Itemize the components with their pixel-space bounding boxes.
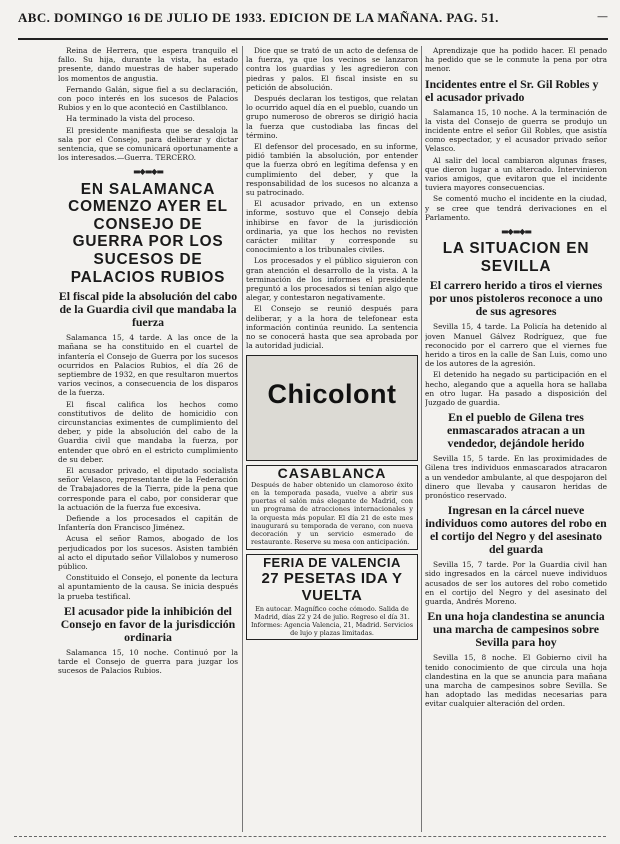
intro-paragraphs: [58, 46, 238, 162]
paragraph: Sevilla 15, 7 tarde. Por la Guardia civil han sido ingresados en la cárcel nueve individuos acusados de ser los autores del robo cometido en el cortijo del Negro y del asesinato del guarda, Andrés Moreno.: [425, 560, 607, 607]
paragraph: Salamanca 15, 10 noche. A la terminación de la vista del Consejo de guerra se produjo un incidente entre el señor Gil Robles, que asistía como espectador, y el acusador privado señor Velasco.: [425, 107, 607, 154]
paragraph: Fernando Galán, sigue fiel a su declaración, con poco interés en los sucesos de Palacios Rubios y en lo que aconteció en Castilblanco.: [58, 84, 238, 113]
paragraph: El presidente manifiesta que se desaloja la sala por el Consejo, para deliberar y dictar sentencia, que se comunicará oportunamente a los interesados.—Guerra. TERCERO.: [58, 125, 238, 163]
paragraph: Aprendizaje que ha podido hacer. El penado ha pedido que se le conmute la pena por otra menor.: [425, 46, 607, 74]
page-bottom-edge: [14, 836, 606, 840]
paragraph: El acusador privado, el diputado socialista señor Velasco, representante de la Federación de Trabajadores de la Tierra, pide la pena que corresponde para el cabo, por considerar que la actuación de la fuerza fue excesiva.: [58, 466, 238, 512]
casablanca-title: CASABLANCA: [277, 464, 387, 481]
article-body-carcel: [425, 560, 607, 606]
feria-title: FERIA DE VALENCIA: [263, 555, 401, 571]
subhead-incidentes: Incidentes entre el Sr. Gil Robles y el acusador privado: [425, 76, 599, 104]
paragraph: Se comentó mucho el incidente en la ciudad, y se cree que tendrá derivaciones en el Parlamento.: [425, 194, 607, 222]
subhead-carrero: El carrero herido a tiros el viernes por unos pistoleros reconoce a uno de sus agresores: [429, 278, 603, 319]
header-line: ABC. DOMINGO 16 DE JULIO DE 1933. EDICION DE LA MAÑANA. PAG. 51.: [18, 10, 499, 25]
column-1: [58, 46, 238, 832]
ornament-divider: ▬◆▬◆▬: [501, 227, 531, 237]
paragraph: Ha terminado la vista del proceso.: [66, 114, 195, 124]
article-body-1: [58, 333, 238, 601]
header-mark: —: [597, 10, 608, 23]
paragraph: Defiende a los procesados el capitán de Infantería don Francisco Jiménez.: [58, 514, 238, 533]
paragraph: Después declaran los testigos, que relatan lo ocurrido aquel día en el pueblo, cuando un grupo numeroso de obreros se dirigió hacia la fuerza que custodiaba las fincas del término.: [246, 94, 418, 140]
paragraph: Al salir del local cambiaron algunas frases, que dieron lugar a un altercado. Intervinieron varios amigos, que evitaron que el incidente tuviera mayores consecuencias.: [425, 155, 607, 193]
film-ad-title: Chicolont: [267, 378, 397, 409]
paragraph: El acusador privado, en un extenso informe, sostuvo que el Consejo debía inhibirse en favor de la jurisdicción ordinaria, ya que los hechos no revisten carácter militar y corresponde su conocimiento a los tribunales civiles.: [246, 199, 418, 255]
paragraph: El Consejo se reunió después para deliberar, y a la hora de telefonear esta información continúa reunido. La sentencia no se conocerá hasta que sea aprobada por la autoridad judicial.: [246, 304, 418, 351]
column-2: [246, 46, 418, 832]
paragraph: Constituido el Consejo, el ponente da lectura al apuntamiento de la causa. Se inicia después la prueba testifical.: [58, 573, 238, 601]
subhead-carcel: Ingresan en la cárcel nueve individuos como autores del robo en el cortijo del Negro y del asesinato del guarda: [425, 503, 607, 557]
film-advertisement: [246, 355, 418, 461]
article-body-continued: [246, 46, 418, 351]
paragraph: El defensor del procesado, en su informe, pidió también la absolución, por entender que la fuerza obró en legítima defensa y en cumplimiento del deber, y que la responsabilidad de los sucesos no alcanza a su patrocinado.: [246, 142, 418, 198]
paragraph: Los procesados y el público siguieron con gran atención el desarrollo de la vista. A la terminación de los informes el presidente preguntó a los procesados si tenían algo que alegar, y contestaron negativamente.: [246, 256, 418, 303]
subhead-acusador: El acusador pide la inhibición del Consejo en favor de la jurisdicción ordinaria: [60, 603, 236, 644]
article-body-carrero: [425, 322, 607, 407]
article-body-hoja: [425, 653, 607, 708]
ornament-divider: ▬◆▬◆▬: [133, 167, 163, 177]
paragraph: El detenido ha negado su participación en el hecho, alegando que a aquella hora se hallaba en otro lugar. Ha pasado a disposición del Juzgado de guardia.: [425, 370, 607, 408]
headline-sevilla: LA SITUACION EN SEVILLA: [442, 240, 590, 275]
feria-advertisement: [246, 554, 418, 640]
paragraph: Sevilla 15, 5 tarde. En las proximidades de Gilena tres individuos enmascarados atracaron a un vendedor ambulante, al que despojaron del dinero que llevaba y causaron heridas de pronóstico reservado.: [425, 454, 607, 501]
column-rule: [242, 46, 243, 832]
column-3: [425, 46, 607, 832]
paragraph: Acusa el señor Ramos, abogado de los perjudicados por los sucesos. Asisten también al acto el diputado señor Villalobos y numeroso público.: [58, 534, 238, 572]
feria-price: 27 PESETAS IDA Y VUELTA: [261, 570, 403, 605]
casablanca-body: Después de haber obtenido un clamoroso éxito en la temporada pasada, vuelve a abrir sus puertas el salón más elegante de Madrid, con un programa de atracciones internacionales y la orquesta más popular. El día 21 de este mes inaugurará su temporada de verano, con nueva decoración y un servicio esmerado de restaurante. Reserve su mesa con anticipación.: [251, 480, 413, 547]
feria-body: En autocar. Magnífico coche cómodo. Salida de Madrid, días 22 y 24 de julio. Regreso el día 31. Informes: Agencia Valencia, 21, Madrid. Servicios de lujo y plazas limitadas.: [250, 605, 414, 638]
casablanca-advertisement: [246, 465, 418, 551]
subhead-gilena: En el pueblo de Gilena tres enmascarados atracan a un vendedor, dejándole herido: [447, 410, 585, 451]
paragraph: Sevilla 15, 4 tarde. La Policía ha detenido al joven Manuel Gálvez Rodríguez, que fue reconocido por el carrero que el viernes fue herido a tiros en la calle de San Luis, como uno de los autores de la agresión.: [425, 322, 607, 369]
article-body-incidentes: [425, 108, 607, 222]
article-body-top: [425, 46, 607, 74]
paragraph: Sevilla 15, 8 noche. El Gobierno civil ha tenido conocimiento de que circula una hoja clandestina en la que se anuncia para mañana una marcha de campesinos sobre Sevilla. Se han adoptado las medidas necesarias para evitar cualquier alteración del orden.: [425, 653, 607, 709]
headline-salamanca: EN SALAMANCA COMENZO AYER EL CONSEJO DE GUERRA POR LOS SUCESOS DE PALACIOS RUBIOS: [68, 180, 228, 286]
column-rule: [421, 46, 422, 832]
article-body-2: [58, 648, 238, 676]
page-header: [18, 10, 608, 40]
paragraph: Salamanca 15, 10 noche. Continuó por la tarde el Consejo de guerra para juzgar los sucesos de Palacios Rubios.: [58, 647, 238, 676]
paragraph: Reina de Herrera, que espera tranquilo el fallo. Su hija, durante la vista, ha estado presente, dando muestras de haber superado los momentos de angustia.: [58, 46, 238, 83]
article-body-gilena: [425, 454, 607, 500]
paragraph: El fiscal califica los hechos como constitutivos de delito de homicidio con circunstancias eximentes de cumplimiento del deber, y pide la absolución del cabo de la Guardia civil que mandaba la fuerza, por entender que obró en el estricto cumplimiento de su deber.: [58, 399, 238, 464]
paragraph: Salamanca 15, 4 tarde. A las once de la mañana se ha constituido en el cuartel de infantería el Consejo de Guerra por los sucesos ocurridos en Palacios Rubios, el día 26 de septiembre de 1932, en que resultaron muertos varios vecinos, a consecuencia de los disparos de la fuerza.: [58, 333, 238, 398]
subhead-hoja: En una hoja clandestina se anuncia una marcha de campesinos sobre Sevilla para hoy: [427, 609, 605, 650]
subhead-fiscal: El fiscal pide la absolución del cabo de la Guardia civil que mandaba la fuerza: [58, 289, 238, 330]
paragraph: Dice que se trató de un acto de defensa de la fuerza, ya que los vecinos se lanzaron contra los guardias y les agredieron con piedras y palos. El fiscal insiste en su petición de absolución.: [246, 46, 418, 92]
